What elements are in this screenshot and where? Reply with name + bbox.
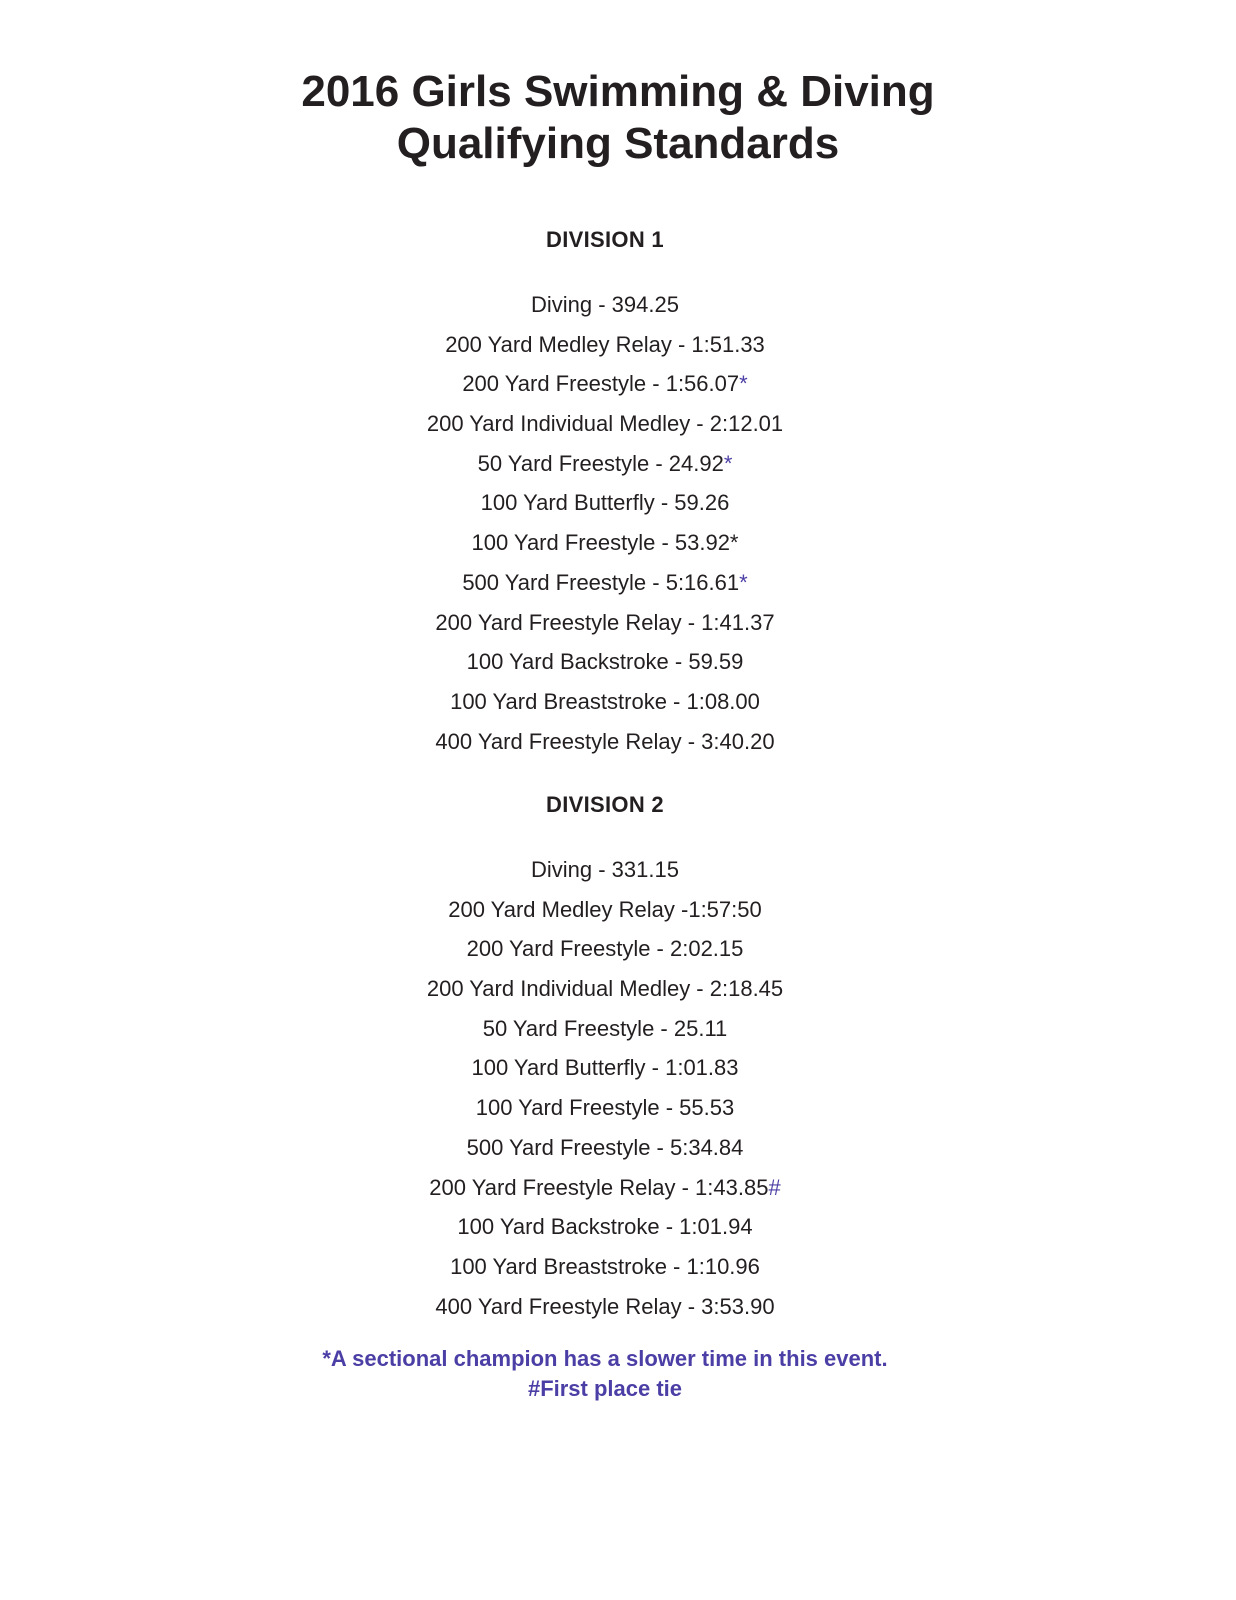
event-row	[0, 404, 1210, 444]
division-1-heading: DIVISION 1	[546, 227, 664, 252]
event-row	[0, 603, 1210, 643]
event-footnote-mark: *	[739, 569, 748, 595]
event-row	[0, 969, 1210, 1009]
event-row	[0, 1207, 1210, 1247]
event-row	[0, 563, 1210, 603]
event-footnote-mark: *	[723, 450, 733, 476]
event-row	[0, 444, 1210, 484]
event-text: 100 Yard Backstroke - 1:01.94	[457, 1214, 753, 1240]
event-text: 200 Yard Freestyle Relay - 1:43.85	[429, 1174, 769, 1200]
event-text: 200 Yard Freestyle - 2:02.15	[466, 936, 744, 962]
event-row	[0, 1247, 1210, 1287]
event-text: 100 Yard Breaststroke - 1:10.96	[450, 1253, 760, 1279]
event-text: 200 Yard Freestyle - 1:56.07	[462, 371, 740, 397]
event-row	[0, 850, 1210, 890]
event-text: 200 Yard Freestyle Relay - 1:41.37	[435, 609, 775, 635]
event-row	[0, 642, 1210, 682]
event-text: 200 Yard Individual Medley - 2:12.01	[426, 411, 784, 437]
event-text: 400 Yard Freestyle Relay - 3:53.90	[435, 1293, 775, 1319]
event-row	[0, 523, 1210, 563]
event-text: 100 Yard Freestyle - 53.92*	[471, 530, 739, 556]
event-row	[0, 1168, 1210, 1208]
event-text: 100 Yard Freestyle - 55.53	[475, 1095, 735, 1121]
event-row	[0, 1088, 1210, 1128]
event-row	[0, 1009, 1210, 1049]
event-row	[0, 285, 1210, 325]
event-text: 100 Yard Breaststroke - 1:08.00	[450, 688, 760, 714]
event-text: 100 Yard Backstroke - 59.59	[466, 649, 744, 675]
event-row	[0, 1287, 1210, 1327]
event-text: 400 Yard Freestyle Relay - 3:40.20	[435, 728, 775, 754]
event-text: 50 Yard Freestyle - 24.92	[477, 450, 724, 476]
event-row	[0, 483, 1210, 523]
event-text: 500 Yard Freestyle - 5:34.84	[466, 1134, 744, 1160]
event-row	[0, 722, 1210, 762]
event-text: 50 Yard Freestyle - 25.11	[482, 1015, 728, 1041]
event-footnote-mark: #	[768, 1174, 781, 1200]
event-row	[0, 682, 1210, 722]
division-2-heading: DIVISION 2	[546, 792, 664, 817]
event-text: 200 Yard Medley Relay - 1:51.33	[445, 331, 765, 357]
event-row	[0, 890, 1210, 930]
event-text: 200 Yard Medley Relay -1:57:50	[448, 896, 762, 922]
event-row	[0, 1128, 1210, 1168]
page-title-line-2: Qualifying Standards	[396, 119, 840, 168]
event-row	[0, 325, 1210, 365]
event-text: 100 Yard Butterfly - 1:01.83	[471, 1055, 739, 1081]
event-text: Diving - 331.15	[531, 857, 679, 882]
event-text: 200 Yard Individual Medley - 2:18.45	[426, 976, 784, 1002]
event-row	[0, 364, 1210, 404]
page-title-line-1: 2016 Girls Swimming & Diving	[301, 67, 935, 116]
event-text: 500 Yard Freestyle - 5:16.61	[462, 569, 740, 595]
event-text: Diving - 394.25	[531, 292, 679, 317]
first-place-tie-note: #First place tie	[527, 1376, 683, 1401]
event-row	[0, 1048, 1210, 1088]
event-text: 100 Yard Butterfly - 59.26	[480, 490, 730, 516]
event-footnote-mark: *	[739, 371, 748, 397]
event-row	[0, 929, 1210, 969]
sectional-champion-note: *A sectional champion has a slower time in this event.	[322, 1346, 888, 1371]
division-1-event-list	[0, 285, 1210, 761]
division-2-event-list	[0, 850, 1210, 1326]
